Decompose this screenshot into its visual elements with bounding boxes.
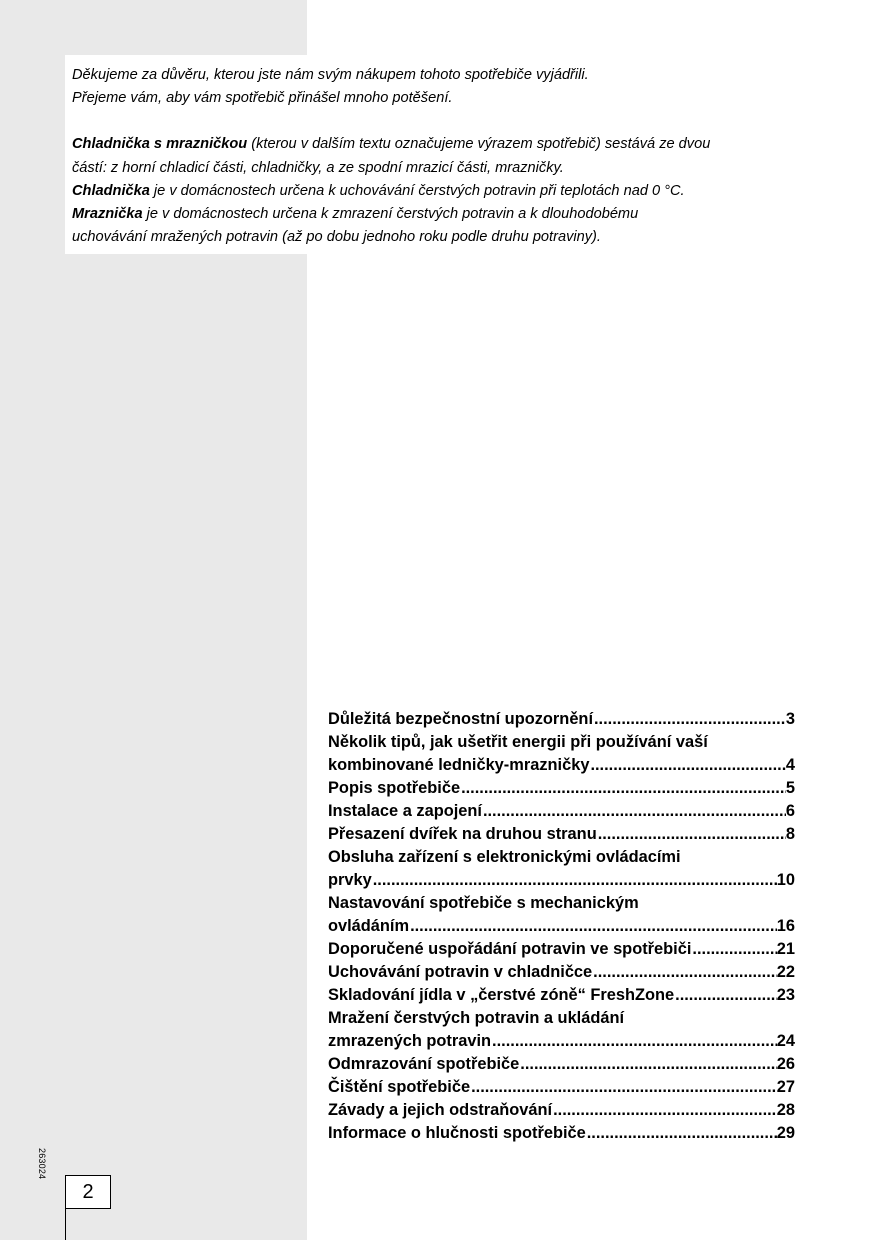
toc-entry-line bbox=[328, 961, 795, 984]
toc-page-number: 28 bbox=[776, 1101, 795, 1119]
toc-entry-title: zmrazených potravin bbox=[328, 1032, 492, 1050]
toc-page-number: 22 bbox=[776, 963, 795, 981]
toc-entry[interactable] bbox=[328, 823, 795, 846]
toc-leader-dots bbox=[372, 869, 777, 892]
toc-page-number: 26 bbox=[776, 1055, 795, 1073]
document-code: 263024 bbox=[37, 1148, 47, 1180]
toc-entry-title: Důležitá bezpečnostní upozornění bbox=[328, 710, 593, 728]
intro-text-block bbox=[65, 55, 820, 254]
toc-entry[interactable] bbox=[328, 1099, 795, 1122]
toc-entry-title: prvky bbox=[328, 871, 372, 889]
intro-paragraph-freezer: Mraznička je v domácnostech určena k zmrazení čerstvých potravin a k dlouhodobému bbox=[72, 206, 639, 223]
toc-entry[interactable] bbox=[328, 892, 795, 938]
toc-entry-title-line: Několik tipů, jak ušetřit energii při používání vaší bbox=[328, 733, 708, 751]
toc-entry-title: Odmrazování spotřebiče bbox=[328, 1055, 520, 1073]
page-number: 2 bbox=[65, 1175, 111, 1209]
toc-entry[interactable] bbox=[328, 961, 795, 984]
intro-paragraph-fridge: Chladnička je v domácnostech určena k uchovávání čerstvých potravin při teplotách nad 0 °C. bbox=[72, 182, 685, 199]
toc-leader-dots bbox=[593, 708, 786, 731]
toc-entry[interactable] bbox=[328, 1076, 795, 1099]
toc-entry-line bbox=[328, 1076, 795, 1099]
term-freezer: Mraznička bbox=[72, 206, 143, 223]
toc-page-number: 27 bbox=[776, 1078, 795, 1096]
toc-page-number: 5 bbox=[785, 779, 795, 797]
term-fridge: Chladnička bbox=[72, 182, 150, 199]
toc-leader-dots bbox=[586, 1122, 777, 1145]
toc-entry-line bbox=[328, 1099, 795, 1122]
intro-thanks-line: Děkujeme za důvěru, kterou jste nám svým nákupem tohoto spotřebiče vyjádřili. bbox=[72, 67, 589, 83]
toc-page-number: 24 bbox=[776, 1032, 795, 1050]
toc-leader-dots bbox=[674, 984, 777, 1007]
toc-page-number: 23 bbox=[776, 986, 795, 1004]
toc-entry-line bbox=[328, 823, 795, 846]
toc-leader-dots bbox=[592, 961, 777, 984]
intro-paragraph-fridge-freezer: Chladnička s mrazničkou (kterou v dalším textu označujeme výrazem spotřebič) sestává ze dvou bbox=[72, 136, 711, 153]
toc-entry-line bbox=[328, 984, 795, 1007]
toc-entry[interactable] bbox=[328, 846, 795, 892]
toc-entry-title: Instalace a zapojení bbox=[328, 802, 482, 820]
toc-entry-line bbox=[328, 800, 795, 823]
toc-entry[interactable] bbox=[328, 1007, 795, 1053]
toc-entry-line bbox=[328, 777, 795, 800]
toc-entry[interactable] bbox=[328, 777, 795, 800]
toc-leader-dots bbox=[691, 938, 776, 961]
toc-entry[interactable] bbox=[328, 731, 795, 777]
toc-entry-title: Uchovávání potravin v chladničce bbox=[328, 963, 593, 981]
toc-page-number: 3 bbox=[785, 710, 795, 728]
toc-entry[interactable] bbox=[328, 1053, 795, 1076]
toc-entry[interactable] bbox=[328, 1122, 795, 1145]
toc-entry-title: Doporučené uspořádání potravin ve spotřebiči bbox=[328, 940, 692, 958]
toc-leader-dots bbox=[470, 1076, 777, 1099]
toc-entry[interactable] bbox=[328, 938, 795, 961]
toc-entry-line bbox=[328, 1030, 795, 1053]
toc-leader-dots bbox=[519, 1053, 776, 1076]
toc-entry-title: Skladování jídla v „čerstvé zóně“ FreshZone bbox=[328, 986, 675, 1004]
toc-entry-title: Informace o hlučnosti spotřebiče bbox=[328, 1124, 586, 1142]
toc-page-number: 16 bbox=[776, 917, 795, 935]
toc-entry-line bbox=[328, 869, 795, 892]
table-of-contents bbox=[328, 708, 795, 1145]
toc-page-number: 10 bbox=[776, 871, 795, 889]
toc-leader-dots bbox=[460, 777, 786, 800]
intro-paragraph-fridge-freezer-cont: částí: z horní chladicí části, chladničky, a ze spodní mrazicí části, mrazničky. bbox=[72, 159, 564, 176]
intro-paragraph-freezer-cont: uchovávání mražených potravin (až po dobu jednoho roku podle druhu potraviny). bbox=[72, 229, 601, 246]
toc-page-number: 29 bbox=[776, 1124, 795, 1142]
toc-entry-title: ovládáním bbox=[328, 917, 410, 935]
toc-leader-dots bbox=[491, 1030, 777, 1053]
term-fridge-freezer: Chladnička s mrazničkou bbox=[72, 136, 248, 153]
toc-entry-title: Čištění spotřebiče bbox=[328, 1078, 471, 1096]
toc-entry-title-line: Mražení čerstvých potravin a ukládání bbox=[328, 1009, 625, 1027]
toc-leader-dots bbox=[552, 1099, 777, 1122]
toc-leader-dots bbox=[597, 823, 786, 846]
toc-entry[interactable] bbox=[328, 984, 795, 1007]
toc-entry-line bbox=[328, 708, 795, 731]
toc-leader-dots bbox=[482, 800, 786, 823]
toc-entry-line bbox=[328, 1053, 795, 1076]
toc-page-number: 8 bbox=[785, 825, 795, 843]
toc-entry[interactable] bbox=[328, 800, 795, 823]
toc-entry-line bbox=[328, 754, 795, 777]
toc-page-number: 4 bbox=[785, 756, 795, 774]
toc-entry-line bbox=[328, 938, 795, 961]
toc-page-number: 6 bbox=[785, 802, 795, 820]
toc-entry-title: Závady a jejich odstraňování bbox=[328, 1101, 553, 1119]
paragraph-gap bbox=[72, 110, 820, 133]
toc-entry-title: kombinované ledničky-mrazničky bbox=[328, 756, 590, 774]
toc-entry-title-line: Nastavování spotřebiče s mechanickým bbox=[328, 894, 639, 912]
toc-entry-line bbox=[328, 1122, 795, 1145]
toc-entry-line bbox=[328, 915, 795, 938]
toc-page-number: 21 bbox=[776, 940, 795, 958]
intro-wish-line: Přejeme vám, aby vám spotřebič přinášel mnoho potěšení. bbox=[72, 90, 453, 107]
toc-entry-title: Popis spotřebiče bbox=[328, 779, 461, 797]
toc-entry-title: Přesazení dvířek na druhou stranu bbox=[328, 825, 597, 843]
toc-entry-title-line: Obsluha zařízení s elektronickými ovládacími bbox=[328, 848, 681, 866]
toc-leader-dots bbox=[409, 915, 777, 938]
toc-entry[interactable] bbox=[328, 708, 795, 731]
toc-leader-dots bbox=[589, 754, 785, 777]
